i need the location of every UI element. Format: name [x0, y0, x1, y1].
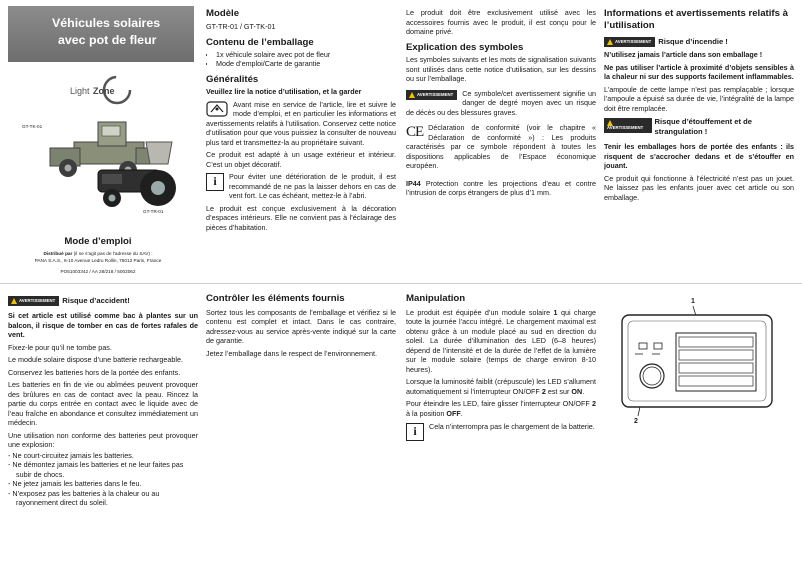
- check-contents-heading: Contrôler les éléments fournis: [206, 293, 345, 304]
- model-value: GT-TR-01 / GT-TK-01: [206, 21, 276, 31]
- charging-info-text: Cela n’interrompra pas le chargement de la batterie.: [429, 422, 595, 431]
- accident-bold: Si cet article est utilisé comme bac à plantes sur un balcon, il risque de tomber en cas de fortes rafales de vent.: [8, 311, 198, 340]
- contents-list: [216, 50, 396, 69]
- strangulation-warning-label: Risque d’étouffement et de strangulation !: [654, 117, 752, 137]
- check-contents-p1: Sortez tous les composants de l’emballage et vérifiez si le contenu est complet et intact. Dans le cas contraire, adressez-vous au service après-vente indiqué sur la carte de garantie.: [206, 307, 396, 345]
- cover-title-banner: [8, 6, 194, 62]
- handling-heading: Manipulation: [406, 293, 466, 304]
- distributor-note: (il ne s’agit pas de l’adresse du SAV) :: [72, 251, 153, 256]
- product-label-tk: GT-TK-01: [22, 124, 43, 129]
- off-label: OFF: [446, 408, 461, 418]
- contents-heading: Contenu de l’emballage: [206, 37, 314, 48]
- column-2-bottom: [206, 293, 396, 563]
- decoration-paragraph: Le produit est conçue exclusivement à la décoration d’espaces intérieurs. Elle ne convient pas à l’éclairage des pièces d’habitation.: [206, 203, 396, 232]
- strangulation-bold: Tenir les emballages hors de portée des enfants : ils risquent de s’accrocher dedans et de s’étouffer en jouant.: [604, 142, 794, 171]
- ip-rating-label: IP44: [406, 178, 421, 188]
- handling-p1-text: Le produit est équipée d’un module solaire: [406, 307, 554, 317]
- general-heading: Généralités: [206, 73, 259, 85]
- tractor-illustration: [88, 136, 196, 216]
- reference-number: PO51003342 / AA 28/218 / 5002062: [60, 269, 136, 274]
- accident-p2: Le module solaire dispose d’une batterie rechargeable.: [8, 355, 184, 365]
- handling-p2: [406, 377, 596, 396]
- warning-badge: [604, 37, 655, 47]
- accident-p3: Conservez les batteries hors de la portée des enfants.: [8, 367, 181, 377]
- ce-text: Déclaration de conformité (voir le chapitre « Déclaration de conformité ») : Les produits caractérisés par ce symbole répondent à toutes les dispositions applicables de l’Espace économique européen.: [406, 123, 596, 170]
- outdoor-indoor-paragraph: Ce produit est adapté à un usage extérieur et intérieur. C’est un objet décoratif.: [206, 150, 396, 169]
- symbols-intro: Les symboles suivants et les mots de signalisation suivants sont utilisés dans cette notice d’utilisation, sur les dessins ou sur l’emballage.: [406, 55, 596, 83]
- warning-badge: [8, 296, 59, 306]
- battery-list-item: - Ne court-circuitez jamais les batteries.: [8, 450, 134, 460]
- cover-title-line2: avec pot de fleur: [58, 32, 157, 47]
- distributor-label: Distribué par: [43, 251, 73, 256]
- battery-list-item: - N’exposez pas les batteries à la chaleur ou au rayonnement direct du soleil.: [8, 488, 160, 508]
- accident-p5: Une utilisation non conforme des batteries peut provoquer une explosion:: [8, 430, 198, 450]
- column-3-top: [406, 8, 596, 283]
- warning-badge: [406, 90, 457, 100]
- brand-name-zone: Zone: [93, 86, 115, 96]
- handling-p2-text: Lorsque la luminosité faiblit (crépuscule) les LED s’allument automatiquement si l’interrupteur ON/OFF: [406, 377, 596, 396]
- handling-p3-text: Pour éteindre les LED, faire glisser l’interrupteur ON/OFF: [406, 399, 592, 408]
- info-icon: i: [206, 173, 224, 191]
- on-label: ON: [571, 386, 583, 396]
- warning-triangle-icon: [607, 39, 613, 45]
- ce-paragraph: [406, 123, 596, 171]
- read-manual-text: Avant mise en service de l’article, lire et suivre le mode d’emploi, et en particulier les informations et avertissements relatifs à l’utilisation. Conservez cette notice d’utilisation pour que vous puissiez la consulter de nouveau plus tard et transmettez-la au propriétaire suivant.: [206, 99, 396, 147]
- warning-triangle-icon: [409, 92, 415, 98]
- fire-warning-label: Risque d’incendie !: [658, 37, 728, 46]
- warning-badge-label: AVERTISSEMENT: [417, 91, 454, 97]
- warning-symbol-text: Ce symbole/cet avertissement signifie un danger de degré moyen avec un risque de décès ou des blessures graves.: [406, 88, 596, 117]
- model-heading: Modèle: [206, 8, 240, 19]
- fire-warning-title: [604, 37, 794, 47]
- column-2-top: [206, 8, 396, 283]
- switch-ref: 2: [592, 399, 596, 408]
- warning-badge-label: AVERTISSEMENT: [615, 39, 652, 45]
- handling-p3-text-cont: à la position: [406, 408, 447, 418]
- accident-p4: Les batteries en fin de vie ou abîmées peuvent provoquer des brûlures en cas de contact avec la peau. Rincez la partie du corps entrée en contact avec le liquide avec de l’eau fraîche en abondance et consultez immédiatement un médecin.: [8, 380, 198, 428]
- accessories-paragraph: Le produit doit être exclusivement utilisé avec les accessoires fournis avec le produit, il est conçu pour le domaine privé.: [406, 8, 596, 36]
- read-manual-paragraph: [206, 100, 396, 148]
- manual-title: Mode d’emploi: [64, 236, 132, 247]
- handling-p2-text-cont: est sur: [545, 386, 572, 396]
- strangulation-paragraph: Ce produit qui fonctionne à l’électricité n’est pas un jouet. Ne laissez pas les enfants jouer avec cet article ou son emballage.: [604, 173, 794, 202]
- solar-module-diagram: [604, 293, 794, 443]
- brand-logo: [70, 78, 134, 104]
- handling-p1: [406, 308, 596, 375]
- distributor-line: [0, 251, 196, 258]
- ip-paragraph: [406, 179, 596, 198]
- battery-list-item: - Ne démontez jamais les batteries et ne leur faites pas subir de chocs.: [8, 460, 184, 479]
- read-notice-heading: Veuillez lire la notice d’utilisation, et la garder: [206, 87, 362, 96]
- column-1-bottom: [8, 296, 198, 564]
- warning-badge-label: AVERTISSEMENT: [19, 298, 56, 304]
- solar-panel-drawing: [604, 293, 794, 443]
- warning-triangle-icon: [11, 298, 17, 304]
- handling-p3: [406, 399, 596, 418]
- contents-item: • 1x véhicule solaire avec pot de fleur: [216, 50, 396, 60]
- handling-p3-end: .: [460, 408, 463, 418]
- info-icon: i: [406, 423, 424, 441]
- accident-warning-label: Risque d’accident!: [62, 296, 130, 305]
- fire-paragraph: L’ampoule de cette lampe n’est pas remplaçable ; lorsque l’ampoule a épuisé sa durée de vie, l’intégralité de la lampe doit être remplacée.: [604, 84, 794, 113]
- cover-panel: [0, 0, 196, 283]
- fire-bold-1: N’utilisez jamais l’article dans son emballage !: [604, 50, 763, 60]
- ce-mark-icon: CE: [406, 124, 424, 140]
- warning-badge-label: AVERTISSEMENT: [607, 125, 644, 131]
- column-3-bottom: [406, 293, 596, 563]
- solar-module-ref: 1: [553, 307, 558, 317]
- battery-list: [8, 451, 198, 508]
- charging-info-paragraph: [406, 422, 596, 439]
- handling-p2-end: .: [582, 386, 585, 396]
- diagram-label-1: 1: [691, 298, 695, 305]
- page-divider: [0, 283, 802, 284]
- fire-bold-2: Ne pas utiliser l’article à proximité d’objets sensibles à la chaleur ni sur des supports facilement inflammables.: [604, 62, 794, 82]
- usage-warnings-heading: Informations et avertissements relatifs à l’utilisation: [604, 8, 788, 31]
- read-manual-icon: [206, 101, 228, 117]
- wind-info-paragraph: [206, 172, 396, 201]
- accident-p1: Fixez-le pour qu’il ne tombe pas.: [8, 342, 112, 352]
- distributor-address: PANA S.A.S., 8-10 Avenue Ledru Rollin, 75012 Paris, France: [34, 258, 162, 263]
- handling-p1-text-cont: qui charge toute la journée l’accu intégré. Le chargement maximal est obtenu grâce à un module placé au sud en direction du soleil. La durée d’illumination des LED (6–8 heures) dépend de l’intensité et de la durée de l’effet de la lumière sur le module solaire (temps de charge environ 8-10 heures).: [406, 307, 596, 374]
- ip-rating-text: Protection contre les projections d’eau et contre l’intrusion de corps étrangers de plus d’1 mm.: [406, 178, 596, 197]
- wind-info-text: Pour éviter une détérioration de le produit, il est recommandé de ne pas la laisser dehors en cas de vent fort. Le cas échéant, mettez-le à l’abri.: [229, 172, 396, 200]
- warning-badge: [604, 118, 652, 133]
- check-contents-p2: Jetez l’emballage dans le respect de l’environnement.: [206, 348, 378, 358]
- product-label-tr: GT-TR-01: [143, 209, 164, 214]
- battery-list-item: - Ne jetez jamais les batteries dans le feu.: [8, 479, 142, 489]
- warning-symbol-paragraph: [406, 89, 596, 118]
- accident-warning-title: [8, 296, 198, 306]
- cover-title-line1: Véhicules solaires: [52, 16, 161, 30]
- contents-item: • Mode d’emploi/Carte de garantie: [216, 59, 396, 69]
- switch-ref: 2: [541, 386, 546, 396]
- diagram-label-2: 2: [634, 418, 638, 425]
- symbols-heading: Explication des symboles: [406, 41, 524, 53]
- brand-name-light: Light: [70, 86, 90, 96]
- column-4-top: [604, 8, 794, 283]
- strangulation-warning-title: [604, 117, 794, 137]
